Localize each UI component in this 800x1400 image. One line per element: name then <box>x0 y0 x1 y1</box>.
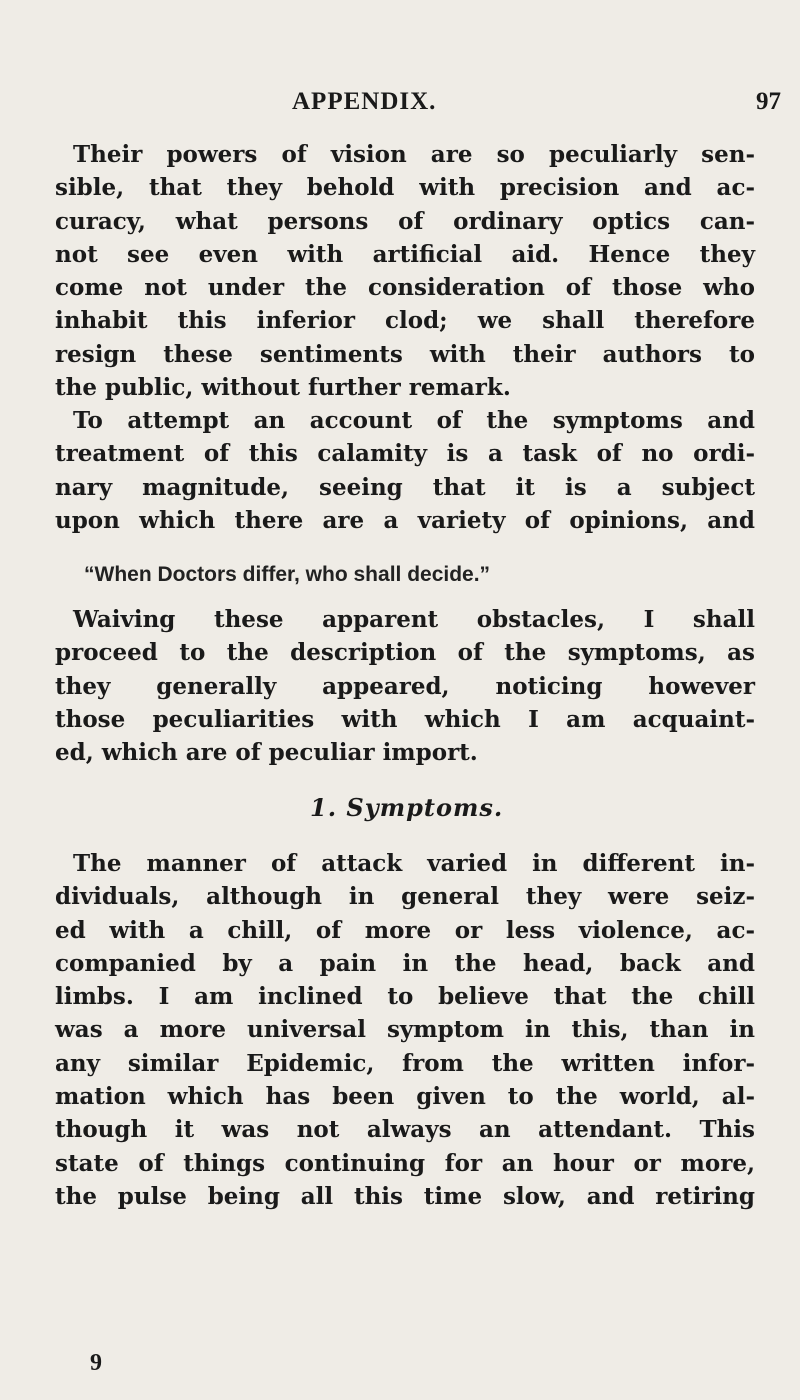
text-line: mation which has been given to the world, al- <box>55 1083 755 1111</box>
text-line: dividuals, although in general they were seiz- <box>55 883 755 911</box>
text-line: the public, without further remark. <box>55 374 511 402</box>
text-line: limbs. I am inclined to believe that the chill <box>55 983 755 1011</box>
text-line: ed, which are of peculiar import. <box>55 739 478 767</box>
text-line: any similar Epidemic, from the written infor- <box>55 1049 755 1077</box>
running-title: APPENDIX. <box>292 88 437 115</box>
text-line: ed with a chill, of more or less violence, ac- <box>55 916 755 944</box>
quotation-line: “When Doctors differ, who shall decide.” <box>84 563 491 586</box>
text-line: nary magnitude, seeing that it is a subject <box>55 473 755 501</box>
text-line: come not under the consideration of those who <box>55 274 755 302</box>
paragraph-vision <box>55 138 755 404</box>
text-line: sible, that they behold with precision and ac- <box>55 174 755 202</box>
paragraph-symptoms <box>55 847 755 1213</box>
text-line: Waiving these apparent obstacles, I shall <box>73 606 755 633</box>
text-line: To attempt an account of the symptoms and <box>73 407 755 434</box>
paragraph-waiving <box>55 603 755 769</box>
text-line: those peculiarities with which I am acquaint- <box>55 705 755 733</box>
running-head <box>0 88 800 118</box>
text-line: upon which there are a variety of opinions, and <box>55 506 755 534</box>
paragraph-attempt <box>55 404 755 537</box>
text-line: The manner of attack varied in different in- <box>73 850 755 877</box>
text-line: proceed to the description of the symptoms, as <box>55 639 755 667</box>
text-line: resign these sentiments with their authors to <box>55 340 755 368</box>
text-line: treatment of this calamity is a task of no ordi- <box>55 440 755 468</box>
text-line: they generally appeared, noticing however <box>55 672 755 700</box>
text-line: state of things continuing for an hour or more, <box>55 1149 755 1177</box>
text-line: companied by a pain in the head, back and <box>55 949 755 977</box>
text-line: not see even with artificial aid. Hence they <box>55 240 755 268</box>
text-line: inhabit this inferior clod; we shall therefore <box>55 307 755 335</box>
text-line: was a more universal symptom in this, than in <box>55 1016 755 1044</box>
text-line: Their powers of vision are so peculiarly sen- <box>73 141 755 168</box>
text-line: curacy, what persons of ordinary optics can- <box>55 207 755 235</box>
page-number: 97 <box>756 88 781 115</box>
text-line: the pulse being all this time slow, and retiring <box>55 1182 755 1210</box>
section-heading: 1. Symptoms. <box>310 793 504 822</box>
signature-mark: 9 <box>90 1350 102 1376</box>
text-line: though it was not always an attendant. This <box>55 1116 755 1144</box>
